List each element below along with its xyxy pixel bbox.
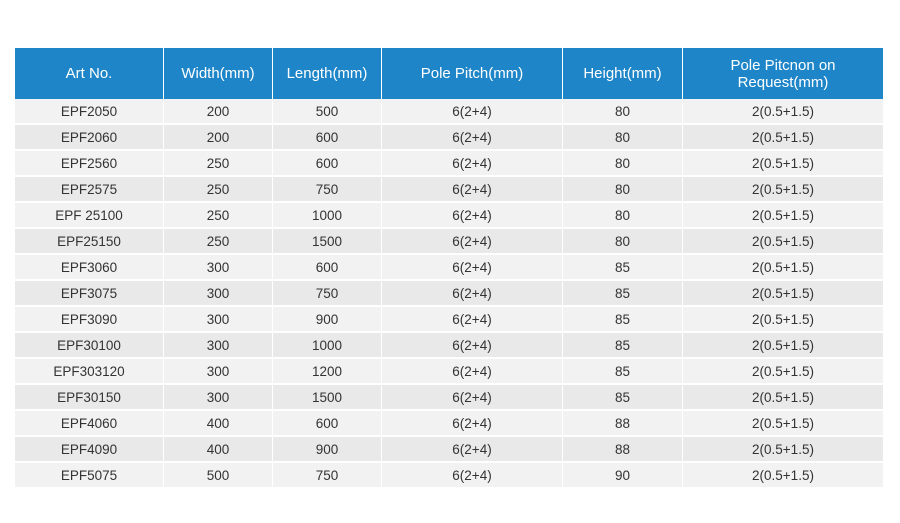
cell-pole-pitch: 6(2+4) (382, 437, 563, 463)
header-height: Height(mm) (563, 48, 683, 99)
header-width: Width(mm) (164, 48, 273, 99)
cell-art-no: EPF3060 (15, 255, 164, 281)
cell-length: 1000 (273, 203, 382, 229)
cell-art-no: EPF2560 (15, 151, 164, 177)
cell-pole-pitch-on-request: 2(0.5+1.5) (683, 333, 883, 359)
cell-length: 600 (273, 411, 382, 437)
cell-width: 400 (164, 411, 273, 437)
cell-width: 300 (164, 385, 273, 411)
cell-pole-pitch-on-request: 2(0.5+1.5) (683, 203, 883, 229)
cell-width: 300 (164, 281, 273, 307)
cell-length: 900 (273, 307, 382, 333)
cell-pole-pitch-on-request: 2(0.5+1.5) (683, 307, 883, 333)
cell-width: 300 (164, 255, 273, 281)
cell-pole-pitch-on-request: 2(0.5+1.5) (683, 463, 883, 489)
cell-pole-pitch: 6(2+4) (382, 125, 563, 151)
cell-width: 500 (164, 463, 273, 489)
cell-pole-pitch-on-request: 2(0.5+1.5) (683, 359, 883, 385)
cell-width: 250 (164, 229, 273, 255)
table-row (15, 229, 883, 255)
cell-height: 85 (563, 359, 683, 385)
cell-height: 80 (563, 203, 683, 229)
cell-length: 600 (273, 255, 382, 281)
table-row (15, 99, 883, 125)
cell-pole-pitch: 6(2+4) (382, 151, 563, 177)
table-row (15, 177, 883, 203)
cell-pole-pitch: 6(2+4) (382, 281, 563, 307)
cell-height: 80 (563, 99, 683, 125)
cell-art-no: EPF3075 (15, 281, 164, 307)
cell-pole-pitch: 6(2+4) (382, 203, 563, 229)
cell-height: 80 (563, 177, 683, 203)
cell-length: 600 (273, 151, 382, 177)
cell-pole-pitch: 6(2+4) (382, 177, 563, 203)
cell-width: 400 (164, 437, 273, 463)
cell-height: 80 (563, 125, 683, 151)
cell-length: 750 (273, 281, 382, 307)
cell-art-no: EPF 25100 (15, 203, 164, 229)
cell-art-no: EPF3090 (15, 307, 164, 333)
header-length: Length(mm) (273, 48, 382, 99)
cell-art-no: EPF303120 (15, 359, 164, 385)
cell-width: 250 (164, 151, 273, 177)
cell-width: 300 (164, 307, 273, 333)
cell-pole-pitch: 6(2+4) (382, 333, 563, 359)
cell-art-no: EPF2060 (15, 125, 164, 151)
table-row (15, 437, 883, 463)
table-row (15, 385, 883, 411)
cell-pole-pitch-on-request: 2(0.5+1.5) (683, 125, 883, 151)
table-header (15, 48, 883, 99)
cell-length: 1500 (273, 229, 382, 255)
header-row (15, 48, 883, 99)
cell-pole-pitch: 6(2+4) (382, 307, 563, 333)
cell-pole-pitch-on-request: 2(0.5+1.5) (683, 177, 883, 203)
cell-art-no: EPF4090 (15, 437, 164, 463)
cell-length: 500 (273, 99, 382, 125)
table-row (15, 307, 883, 333)
cell-height: 85 (563, 307, 683, 333)
cell-pole-pitch: 6(2+4) (382, 463, 563, 489)
cell-pole-pitch: 6(2+4) (382, 411, 563, 437)
cell-pole-pitch: 6(2+4) (382, 229, 563, 255)
table-row (15, 333, 883, 359)
table-row (15, 411, 883, 437)
header-pole-pitch: Pole Pitch(mm) (382, 48, 563, 99)
cell-height: 85 (563, 333, 683, 359)
cell-length: 600 (273, 125, 382, 151)
cell-length: 1000 (273, 333, 382, 359)
table-body (15, 99, 883, 489)
cell-height: 85 (563, 281, 683, 307)
cell-pole-pitch-on-request: 2(0.5+1.5) (683, 99, 883, 125)
cell-length: 750 (273, 177, 382, 203)
table-row (15, 203, 883, 229)
table-row (15, 151, 883, 177)
spec-table-container (15, 48, 883, 489)
table-row (15, 281, 883, 307)
cell-width: 300 (164, 359, 273, 385)
cell-pole-pitch-on-request: 2(0.5+1.5) (683, 437, 883, 463)
table-row (15, 255, 883, 281)
table-row (15, 463, 883, 489)
cell-width: 200 (164, 125, 273, 151)
cell-height: 80 (563, 229, 683, 255)
cell-length: 900 (273, 437, 382, 463)
cell-art-no: EPF5075 (15, 463, 164, 489)
cell-art-no: EPF2575 (15, 177, 164, 203)
cell-height: 85 (563, 255, 683, 281)
cell-pole-pitch-on-request: 2(0.5+1.5) (683, 411, 883, 437)
table-row (15, 359, 883, 385)
cell-pole-pitch: 6(2+4) (382, 255, 563, 281)
cell-art-no: EPF30150 (15, 385, 164, 411)
cell-length: 750 (273, 463, 382, 489)
cell-height: 80 (563, 151, 683, 177)
header-art-no: Art No. (15, 48, 164, 99)
cell-art-no: EPF30100 (15, 333, 164, 359)
cell-pole-pitch: 6(2+4) (382, 385, 563, 411)
spec-table (15, 48, 883, 489)
header-pole-pitch-on-request: Pole Pitcnon on Request(mm) (683, 48, 883, 99)
cell-pole-pitch-on-request: 2(0.5+1.5) (683, 255, 883, 281)
cell-width: 300 (164, 333, 273, 359)
cell-pole-pitch-on-request: 2(0.5+1.5) (683, 151, 883, 177)
cell-width: 200 (164, 99, 273, 125)
cell-height: 88 (563, 411, 683, 437)
cell-pole-pitch-on-request: 2(0.5+1.5) (683, 385, 883, 411)
table-row (15, 125, 883, 151)
cell-height: 90 (563, 463, 683, 489)
cell-height: 85 (563, 385, 683, 411)
cell-art-no: EPF4060 (15, 411, 164, 437)
cell-pole-pitch-on-request: 2(0.5+1.5) (683, 229, 883, 255)
cell-height: 88 (563, 437, 683, 463)
cell-width: 250 (164, 203, 273, 229)
cell-pole-pitch-on-request: 2(0.5+1.5) (683, 281, 883, 307)
cell-length: 1200 (273, 359, 382, 385)
cell-pole-pitch: 6(2+4) (382, 359, 563, 385)
cell-art-no: EPF2050 (15, 99, 164, 125)
cell-pole-pitch: 6(2+4) (382, 99, 563, 125)
cell-width: 250 (164, 177, 273, 203)
cell-art-no: EPF25150 (15, 229, 164, 255)
cell-length: 1500 (273, 385, 382, 411)
